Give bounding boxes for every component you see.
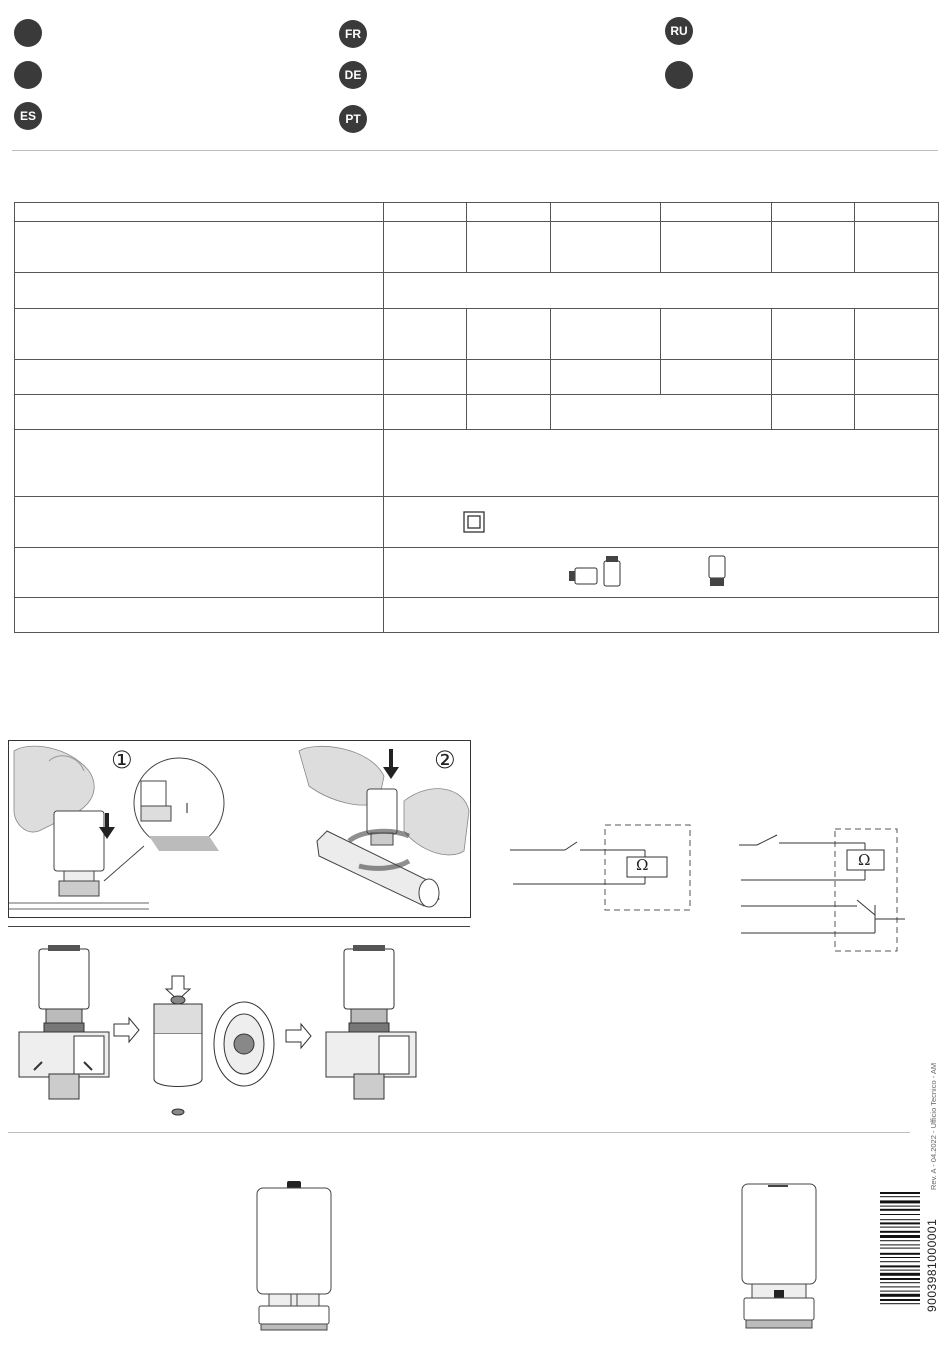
language-badge <box>14 61 42 89</box>
barcode-bar <box>880 1244 920 1245</box>
actuator-vertical-icon <box>708 555 726 587</box>
barcode-bar <box>880 1219 920 1220</box>
barcode-bar <box>880 1273 920 1276</box>
actuator-vertical-icon <box>603 555 621 587</box>
barcode-bar <box>880 1206 920 1207</box>
barcode-bar <box>880 1282 920 1283</box>
language-badge-es: ES <box>14 102 42 130</box>
barcode-bar <box>880 1261 920 1262</box>
table-row <box>15 395 939 430</box>
barcode-bar <box>880 1231 920 1233</box>
omega-symbol: Ω <box>636 856 649 874</box>
barcode-bar <box>880 1291 920 1292</box>
revision-note: Rev. A - 04.2022 - Ufficio Tecnico - AM <box>929 1062 938 1190</box>
language-badge-de: DE <box>339 61 367 89</box>
divider <box>12 150 938 151</box>
language-badge-ru: RU <box>665 17 693 45</box>
adapter-sequence-figure <box>14 944 419 1120</box>
barcode-bar <box>880 1248 920 1249</box>
barcode-bar <box>880 1214 920 1215</box>
language-badge-fr: FR <box>339 20 367 48</box>
divider <box>8 926 470 927</box>
barcode-bar <box>880 1286 920 1287</box>
table-row <box>15 548 939 598</box>
wiring-diagram-4-wire <box>735 825 910 955</box>
table-row <box>15 430 939 497</box>
table-row <box>15 309 939 360</box>
barcode-bar <box>880 1253 920 1255</box>
barcode-bar <box>880 1265 920 1267</box>
barcode-bar <box>880 1222 920 1224</box>
language-badge-pt: PT <box>339 105 367 133</box>
barcode-bar <box>880 1196 920 1197</box>
wiring-diagram-2-wire <box>505 820 700 915</box>
actuator-side-view <box>740 1182 820 1332</box>
barcode-bar <box>880 1209 920 1211</box>
language-badge <box>665 61 693 89</box>
language-badge <box>14 19 42 47</box>
barcode <box>880 1192 920 1340</box>
installation-figure <box>8 740 471 918</box>
table-row <box>15 273 939 309</box>
step-1-marker: ① <box>111 746 133 774</box>
barcode-bar <box>880 1303 920 1304</box>
actuator-front-view <box>255 1180 335 1332</box>
table-row <box>15 222 939 273</box>
barcode-bar <box>880 1278 920 1280</box>
table-row <box>15 203 939 222</box>
barcode-bar <box>880 1192 920 1194</box>
table-row <box>15 598 939 633</box>
step-2-marker: ② <box>434 746 456 774</box>
spec-table <box>14 202 939 633</box>
double-insulation-icon <box>463 511 485 533</box>
omega-symbol: Ω <box>858 851 871 869</box>
barcode-bar <box>880 1270 920 1271</box>
barcode-bar <box>880 1240 920 1241</box>
divider <box>8 1132 910 1133</box>
table-row <box>15 360 939 395</box>
barcode-bar <box>880 1294 920 1297</box>
barcode-bar <box>880 1299 920 1301</box>
barcode-bar <box>880 1235 920 1238</box>
barcode-bar <box>880 1257 920 1258</box>
actuator-horizontal-icon <box>567 566 599 586</box>
barcode-bar <box>880 1200 920 1203</box>
barcode-number: 9003981000001 <box>925 1218 939 1312</box>
barcode-bar <box>880 1227 920 1228</box>
